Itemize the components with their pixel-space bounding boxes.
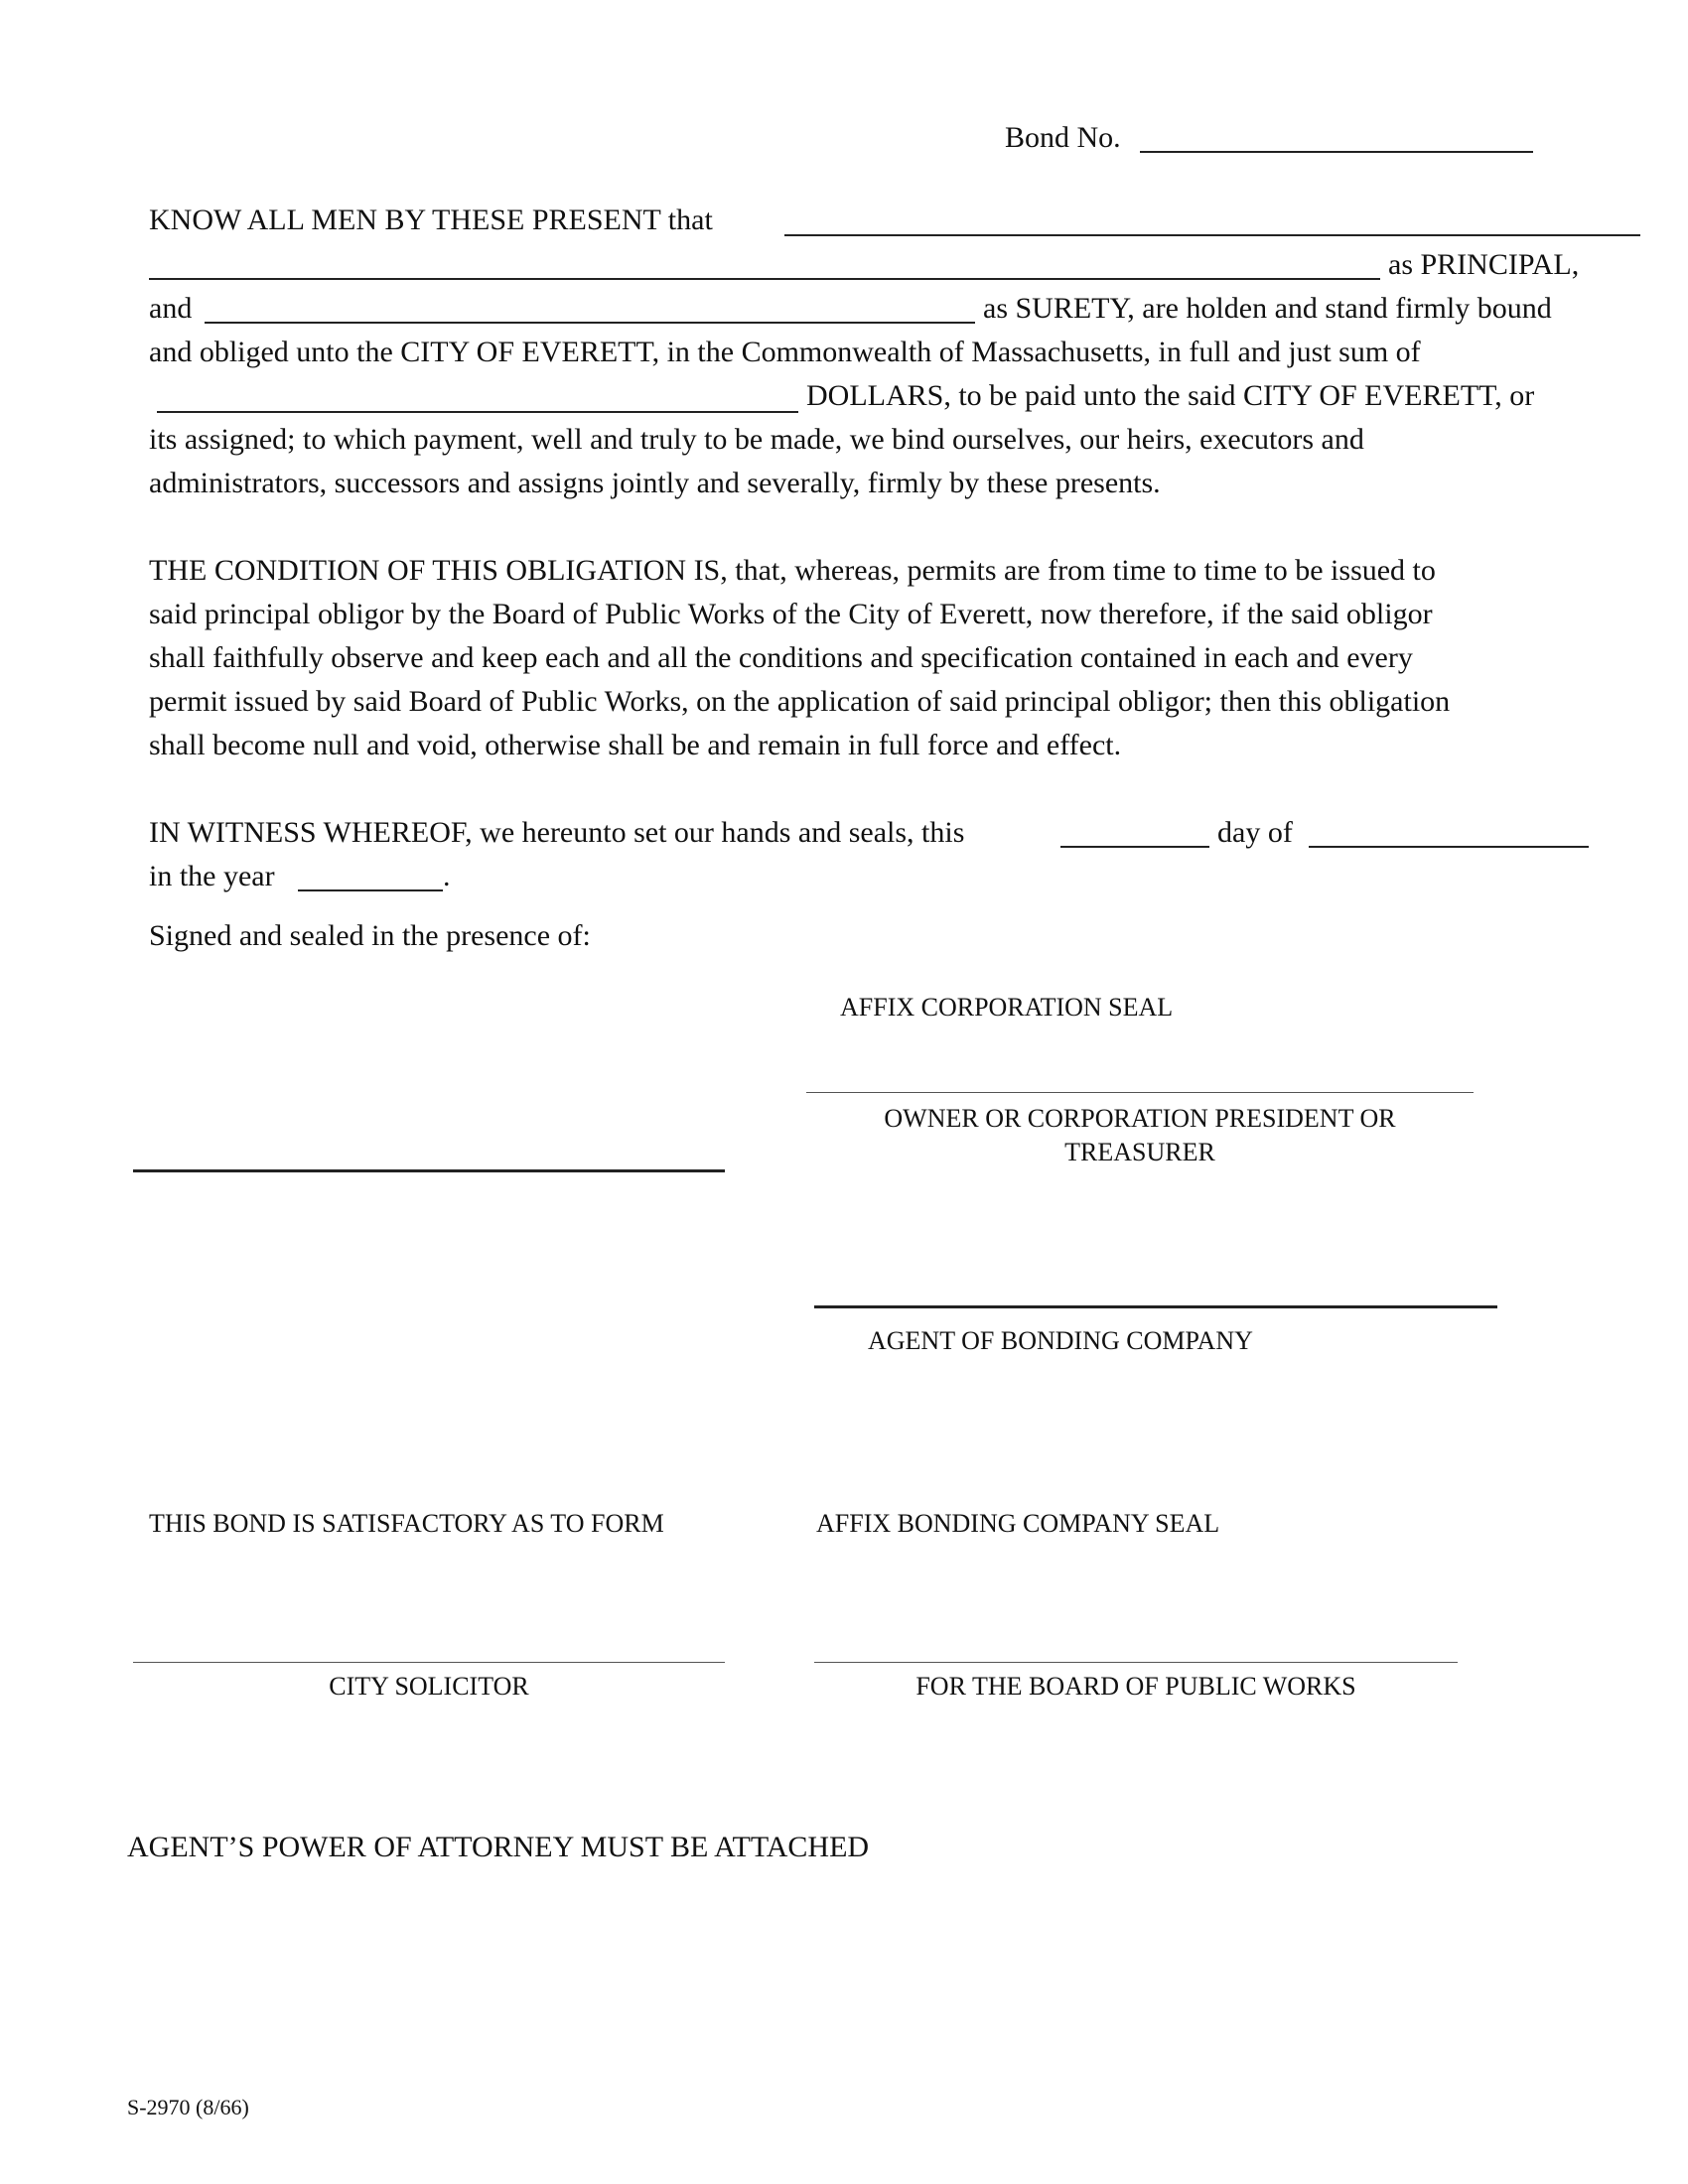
satisfactory-label: THIS BOND IS SATISFACTORY AS TO FORM xyxy=(149,1509,664,1538)
witness-text: IN WITNESS WHEREOF, we hereunto set our hands and seals, this xyxy=(149,816,965,849)
agent-bonding-company-label: AGENT OF BONDING COMPANY xyxy=(868,1326,1253,1355)
as-principal-text: as PRINCIPAL, xyxy=(1388,248,1580,281)
and-text: and xyxy=(149,292,193,325)
owner-title-line-1: OWNER OR CORPORATION PRESIDENT OR xyxy=(884,1104,1396,1133)
period-text: . xyxy=(443,860,451,892)
board-public-works-label: FOR THE BOARD OF PUBLIC WORKS xyxy=(915,1672,1356,1701)
amount-blank[interactable] xyxy=(157,411,798,413)
year-blank[interactable] xyxy=(298,889,443,891)
condition-line-5: shall become null and void, otherwise shall be and remain in full force and effect. xyxy=(149,729,1122,761)
in-the-year-text: in the year xyxy=(149,860,275,892)
condition-line-4: permit issued by said Board of Public Works, on the application of said principal obligor; then this obligation xyxy=(149,685,1451,718)
power-of-attorney-notice: AGENT’S POWER OF ATTORNEY MUST BE ATTACHED xyxy=(127,1831,870,1863)
affix-bonding-seal-label: AFFIX BONDING COMPANY SEAL xyxy=(816,1509,1220,1538)
city-solicitor-label: CITY SOLICITOR xyxy=(329,1672,529,1701)
know-all-text: KNOW ALL MEN BY THESE PRESENT that xyxy=(149,204,713,236)
owner-signature-line[interactable] xyxy=(806,1092,1474,1093)
condition-line-1: THE CONDITION OF THIS OBLIGATION IS, that, whereas, permits are from time to time to be issued to xyxy=(149,554,1436,587)
dollars-text: DOLLARS, to be paid unto the said CITY OF EVERETT, or xyxy=(806,379,1535,412)
city-solicitor-signature-line[interactable] xyxy=(133,1662,725,1663)
board-public-works-signature-line[interactable] xyxy=(814,1662,1458,1663)
bond-no-label: Bond No. xyxy=(1005,121,1121,154)
agent-signature-line[interactable] xyxy=(814,1305,1497,1308)
obliged-text: and obliged unto the CITY OF EVERETT, in the Commonwealth of Massachusetts, in full and just sum of xyxy=(149,336,1421,368)
administrators-text: administrators, successors and assigns jointly and severally, firmly by these presents. xyxy=(149,467,1161,499)
surety-name-blank[interactable] xyxy=(205,322,975,324)
principal-name-blank-1[interactable] xyxy=(784,234,1640,236)
form-number: S-2970 (8/66) xyxy=(127,2095,249,2119)
day-blank[interactable] xyxy=(1060,846,1209,848)
bond-no-blank[interactable] xyxy=(1140,151,1533,153)
assigned-text: its assigned; to which payment, well and truly to be made, we bind ourselves, our heirs, executors and xyxy=(149,423,1364,456)
witness-signature-line[interactable] xyxy=(133,1169,725,1172)
day-of-text: day of xyxy=(1217,816,1293,849)
affix-corporation-seal-label: AFFIX CORPORATION SEAL xyxy=(840,993,1174,1022)
condition-line-2: said principal obligor by the Board of Public Works of the City of Everett, now therefore, if the said obligor xyxy=(149,598,1433,630)
principal-name-blank-2[interactable] xyxy=(149,278,1380,280)
as-surety-text: as SURETY, are holden and stand firmly bound xyxy=(983,292,1552,325)
condition-line-3: shall faithfully observe and keep each and all the conditions and specification contained in each and every xyxy=(149,641,1413,674)
signed-sealed-text: Signed and sealed in the presence of: xyxy=(149,919,591,952)
month-blank[interactable] xyxy=(1309,846,1589,848)
owner-title-line-2: TREASURER xyxy=(1064,1138,1215,1166)
